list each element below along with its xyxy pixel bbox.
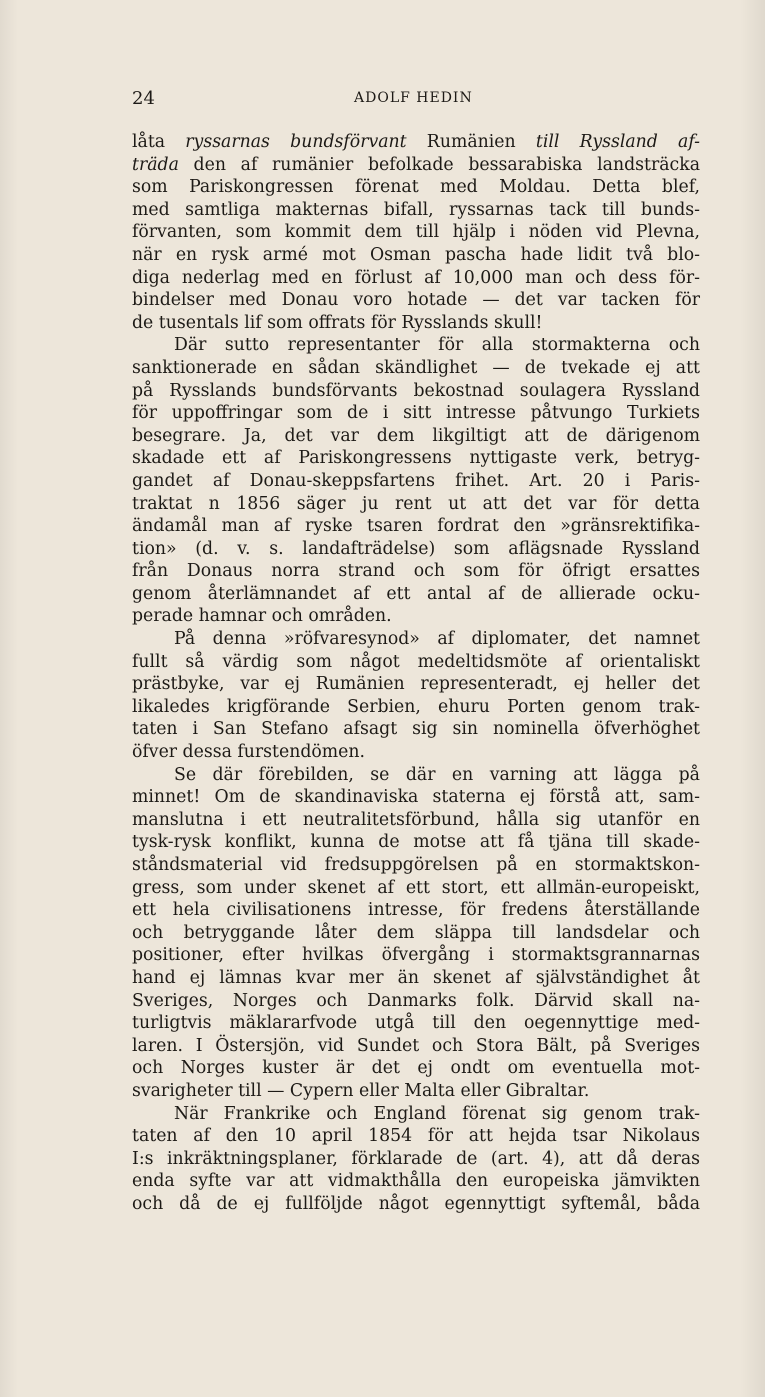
text-line: med samtliga makternas bifall, ryssarnas tack till bunds-: [132, 199, 700, 220]
body-text: [132, 131, 700, 1216]
text-line: när en rysk armé mot Osman pascha hade lidit två blo-: [132, 244, 700, 265]
text-line: förvanten, som kommit dem till hjälp i nöden vid Plevna,: [132, 222, 700, 243]
text-line: bindelser med Donau voro hotade — det var tacken för: [132, 290, 700, 311]
text-line: ståndsmaterial vid fredsuppgörelsen på en stormaktskon-: [132, 855, 700, 875]
text-line: besegrare. Ja, det var dem likgiltigt att de därigenom: [132, 425, 700, 446]
text-line: fullt så värdig som något medeltidsmöte af orientaliskt: [132, 651, 700, 672]
text-line: hand ej lämnas kvar mer än skenet af självständighet åt: [132, 967, 700, 988]
text-line: tysk-rysk konflikt, kunna de motse att få tjäna till skade-: [132, 832, 700, 853]
text-line: och då de ej fullföljde något egennyttigt syftemål, båda: [132, 1193, 700, 1214]
text-line: och Norges kuster är det ej ondt om eventuella mot-: [132, 1058, 700, 1079]
text-line: sanktionerade en sådan skändlighet — de tvekade ej att: [132, 357, 700, 378]
text-line: öfver dessa furstendömen.: [132, 742, 366, 763]
text-line: skadade ett af Pariskongressens nyttigaste verk, betryg-: [132, 448, 700, 469]
text-line: positioner, efter hvilkas öfvergång i stormaktsgrannarnas: [132, 945, 700, 966]
text-line: taten af den 10 april 1854 för att hejda tsar Nikolaus: [132, 1126, 700, 1147]
text-line: prästbyke, var ej Rumänien representeradt, ej heller det: [132, 674, 700, 695]
text-line: enda syfte var att vidmakthålla den europeiska jämvikten: [132, 1171, 700, 1192]
text-line: gress, som under skenet af ett stort, ett allmän-europeiskt,: [132, 877, 700, 898]
text-line: och betryggande låter dem släppa till landsdelar och: [132, 922, 700, 943]
text-line: minnet! Om de skandinaviska staterna ej förstå att, sam-: [132, 787, 700, 808]
paragraph-start: När Frankrike och England förenat sig genom trak-: [174, 1103, 700, 1124]
text-line: genom återlämnandet af ett antal af de allierade ocku-: [132, 583, 700, 604]
running-head: ADOLF HEDIN: [354, 90, 473, 106]
text-line: ändamål man af ryske tsaren fordrat den »gränsrektifika-: [132, 516, 700, 537]
text-line: tion» (d. v. s. landafträdelse) som aflägsnade Ryssland: [132, 538, 700, 559]
page-number: 24: [132, 88, 155, 109]
italic-phrase: till Ryssland af-: [535, 132, 700, 152]
paragraph-start: Där sutto representanter för alla stormakterna och: [174, 335, 700, 356]
text-line: svarigheter till — Cypern eller Malta eller Gibraltar.: [132, 1080, 590, 1101]
paragraph-start: Se där förebilden, se där en varning att lägga på: [174, 764, 700, 785]
text-line: gandet af Donau-skeppsfartens frihet. Art. 20 i Paris-: [132, 470, 700, 491]
text-line: för uppoffringar som de i sitt intresse påtvungo Turkiets: [132, 403, 700, 424]
text-line: manslutna i ett neutralitetsförbund, hålla sig utanför en: [132, 809, 700, 830]
text-line: I:s inkräktningsplaner, förklarade de (art. 4), att då deras: [132, 1148, 700, 1169]
text-line: från Donaus norra strand och som för öfrigt ersattes: [132, 561, 700, 582]
text-line: låta ryssarnas bundsförvant Rumänien till Ryssland af-: [132, 132, 700, 152]
text-line: träda den af rumänier befolkade bessarabiska landsträcka: [132, 154, 700, 175]
text-line: ett hela civilisationens intresse, för fredens återställande: [132, 900, 700, 921]
text-line: likaledes krigförande Serbien, ehuru Porten genom trak-: [132, 696, 700, 717]
text-line: perade hamnar och områden.: [132, 606, 392, 627]
text-line: laren. I Östersjön, vid Sundet och Stora Bält, på Sveriges: [132, 1035, 700, 1056]
text-line: taten i San Stefano afsagt sig sin nominella öfverhöghet: [132, 719, 700, 740]
text-line: som Pariskongressen förenat med Moldau. Detta blef,: [132, 177, 700, 198]
text-line: turligtvis mäklararfvode utgå till den oegennyttige med-: [132, 1013, 700, 1034]
italic-phrase: träda: [132, 154, 179, 175]
text-line: de tusentals lif som offrats för Rysslands skull!: [132, 312, 543, 333]
text-line: Sveriges, Norges och Danmarks folk. Därvid skall na-: [132, 990, 700, 1011]
italic-phrase: ryssarnas bundsförvant: [185, 132, 407, 152]
text-line: traktat n 1856 säger ju rent ut att det var för detta: [132, 493, 700, 514]
paragraph-start: På denna »röfvaresynod» af diplomater, det namnet: [174, 629, 700, 650]
text-line: på Rysslands bundsförvants bekostnad soulagera Ryssland: [132, 380, 700, 401]
text-line: diga nederlag med en förlust af 10,000 man och dess för-: [132, 267, 700, 288]
page-header: [132, 88, 702, 114]
